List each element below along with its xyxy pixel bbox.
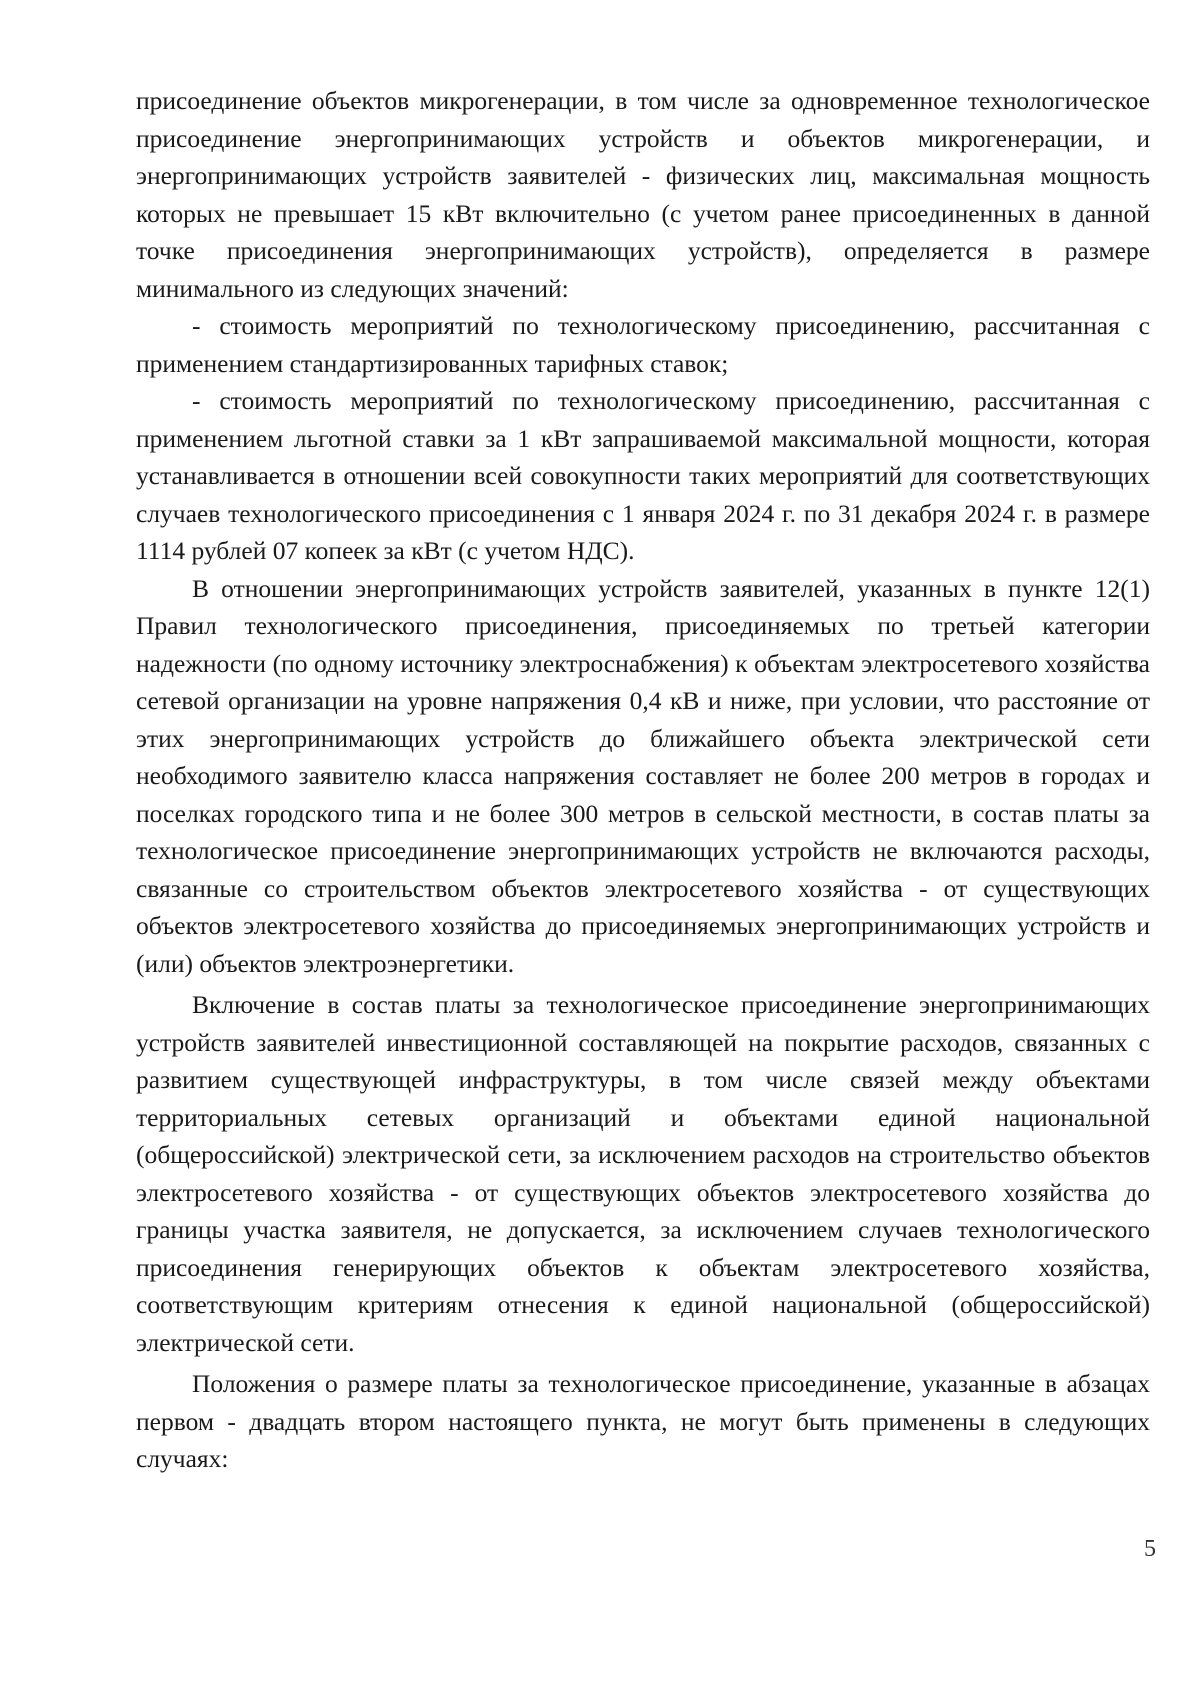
page-number: 5 bbox=[1144, 1536, 1156, 1562]
paragraph-investment-component: Включение в состав платы за технологическое присоединение энергопринимающих устройств заявителей инвестиционной составляющей на покрытие расходов, связанных с развитием существующей инфраструктуры, в том числе связей между объектами территориальных сетевых организаций и объектами единой национальной (общероссийской) электрической сети, за исключением расходов на строительство объектов электросетевого хозяйства - от существующих объектов электросетевого хозяйства до границы участка заявителя, не допускается, за исключением случаев технологического присоединения генерирующих объектов к объектам электросетевого хозяйства, соответствующим критериям отнесения к единой национальной (общероссийской) электрической сети. bbox=[136, 990, 1150, 1357]
paragraph-bullet-preferential-rate: - стоимость мероприятий по технологическому присоединению, рассчитанная с применением льготной ставки за 1 кВт запрашиваемой максимальной мощности, которая устанавливается в отношении всей совокупности таких мероприятий для соответствующих случаев технологического присоединения с 1 января 2024 г. по 31 декабря 2024 г. в размере 1114 рублей 07 копеек за кВт (с учетом НДС). bbox=[136, 386, 1150, 565]
document-body bbox=[136, 82, 1150, 1478]
paragraph-third-category-reliability: В отношении энергопринимающих устройств заявителей, указанных в пункте 12(1) Правил технологического присоединения, присоединяемых по третьей категории надежности (по одному источнику электроснабжения) к объектам электросетевого хозяйства сетевой организации на уровне напряжения 0,4 кВ и ниже, при условии, что расстояние от этих энергопринимающих устройств до ближайшего объекта электрической сети необходимого заявителю класса напряжения составляет не более 200 метров в городах и поселках городского типа и не более 300 метров в сельской местности, в состав платы за технологическое присоединение энергопринимающих устройств не включаются расходы, связанные со строительством объектов электросетевого хозяйства - от существующих объектов электросетевого хозяйства до присоединяемых энергопринимающих устройств и (или) объектов электроэнергетики. bbox=[136, 573, 1150, 978]
paragraph-bullet-standard-rates: - стоимость мероприятий по технологическому присоединению, рассчитанная с применением стандартизированных тарифных ставок; bbox=[136, 311, 1150, 378]
paragraph-exceptions-intro: Положения о размере платы за технологическое присоединение, указанные в абзацах первом - двадцать втором настоящего пункта, не могут быть применены в следующих случаях: bbox=[136, 1369, 1150, 1473]
paragraph-continuation: присоединение объектов микрогенерации, в том числе за одновременное технологическое присоединение энергопринимающих устройств и объектов микрогенерации, и энергопринимающих устройств заявителей - физических лиц, максимальная мощность которых не превышает 15 кВт включительно (с учетом ранее присоединенных в данной точке присоединения энергопринимающих устройств), определяется в размере минимального из следующих значений: bbox=[136, 86, 1150, 303]
